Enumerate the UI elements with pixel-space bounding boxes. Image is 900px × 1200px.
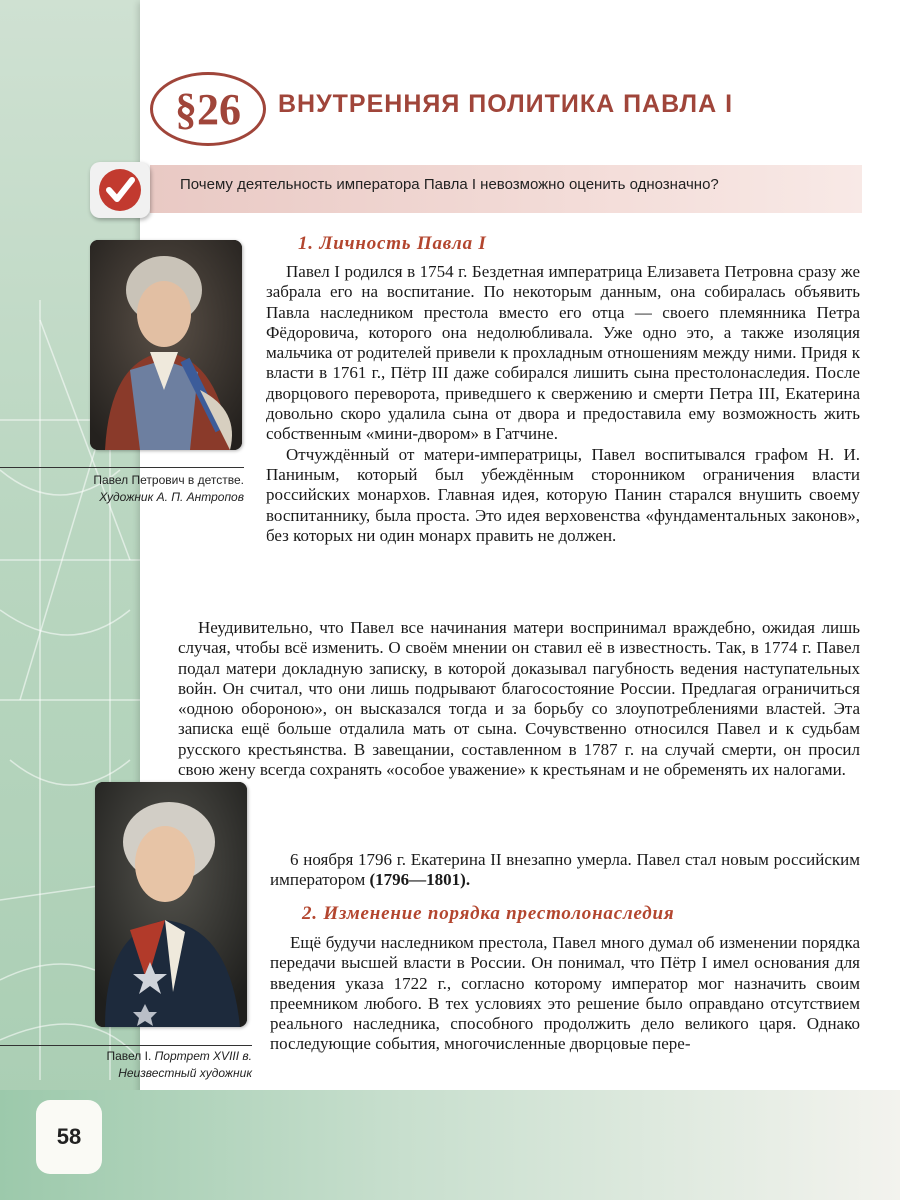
caption-portrait-2: Павел I. Портрет XVIII в. Неизвестный художник bbox=[106, 1049, 252, 1080]
paragraph: 6 ноября 1796 г. Екатерина II внезапно умерла. Павел стал новым российским императором (1796—1801). bbox=[270, 850, 860, 890]
section-1-text-lower bbox=[270, 850, 860, 891]
caption-portrait-1: Павел Петрович в детстве. Художник А. П. Антропов bbox=[93, 473, 244, 504]
caption-rule bbox=[0, 467, 244, 468]
page-title: ВНУТРЕННЯЯ ПОЛИТИКА ПАВЛА I bbox=[278, 90, 734, 118]
section-2-text bbox=[270, 933, 860, 1055]
section-heading-1: 1. Личность Павла I bbox=[298, 233, 487, 254]
checkmark-icon bbox=[90, 162, 150, 218]
section-1-text-upper bbox=[266, 262, 860, 546]
portrait-paul-childhood bbox=[90, 240, 242, 450]
section-heading-2: 2. Изменение порядка престолонаследия bbox=[302, 903, 675, 924]
lesson-question: Почему деятельность императора Павла I невозможно оценить однозначно? bbox=[180, 176, 719, 193]
paragraph: Ещё будучи наследником престола, Павел много думал об изменении порядка передачи высшей власти в России. Он понимал, что Пётр I имел основания для введения указа 1722 г., согласно которому император мог назначить своим преемником любого. В тех условиях это решение было оправдано отсутствием реального наследника, способного продолжить дело великого царя. Однако последующие события, многочисленные дворцовые пере- bbox=[270, 933, 860, 1054]
paragraph: Неудивительно, что Павел все начинания матери воспринимал враждебно, ожидая лишь случая, чтобы всё изменить. О своём мнении он ставил её в известность. Так, в 1774 г. Павел подал матери докладную записку, в которой доказывал пагубность ведения наступательных войн. Он считал, что они лишь подрывают благосостояние России. Предлагая ограничиться «одною обороною», он высказался тогда и за борьбу со злоупотреблениями властей. Эта записка ещё больше отдалила мать от сына. Сочувственно относился Павел и к судьбам русского крестьянства. В завещании, составленном в 1787 г. на случай смерти, он просил свою жену всегда сохранять «особое уважение» к крестьянам и не обременять их налогами. bbox=[178, 618, 860, 780]
reign-years: (1796—1801). bbox=[369, 870, 471, 890]
section-1-text-middle bbox=[178, 618, 860, 780]
paragraph: Отчуждённый от матери-императрицы, Павел воспитывался графом Н. И. Паниным, который был убеждённым сторонником ограничения власти российских монархов. Главная идея, которую Панин старался внушить своему воспитаннику, была проста. Это идея верховенства «фундаментальных законов», без которых ни один монарх править не должен. bbox=[266, 444, 860, 545]
paragraph-number-badge: §26 bbox=[150, 72, 266, 146]
caption-rule bbox=[0, 1045, 252, 1046]
bottom-band bbox=[0, 1090, 900, 1200]
paragraph: Павел I родился в 1754 г. Бездетная императрица Елизавета Петровна сразу же забрала его на воспитание. По некоторым данным, она собиралась объявить Павла наследником престола вместо его отца — своего племянника Петра Фёдоровича, которого она недолюбливала. Уже одно это, а также изоляция мальчика от родителей привели к прохладным отношениям между ними. Придя к власти в 1761 г., Пётр III даже собирался лишить сына престолонаследия. После дворцового переворота, приведшего к свержению и смерти Петра III, Екатерина довольно скоро удалила сына от двора и предоставила ему возможность жить собственным «мини-двором» в Гатчине. bbox=[266, 262, 860, 444]
page-number: 58 bbox=[36, 1100, 102, 1174]
portrait-paul-emperor bbox=[95, 782, 247, 1027]
